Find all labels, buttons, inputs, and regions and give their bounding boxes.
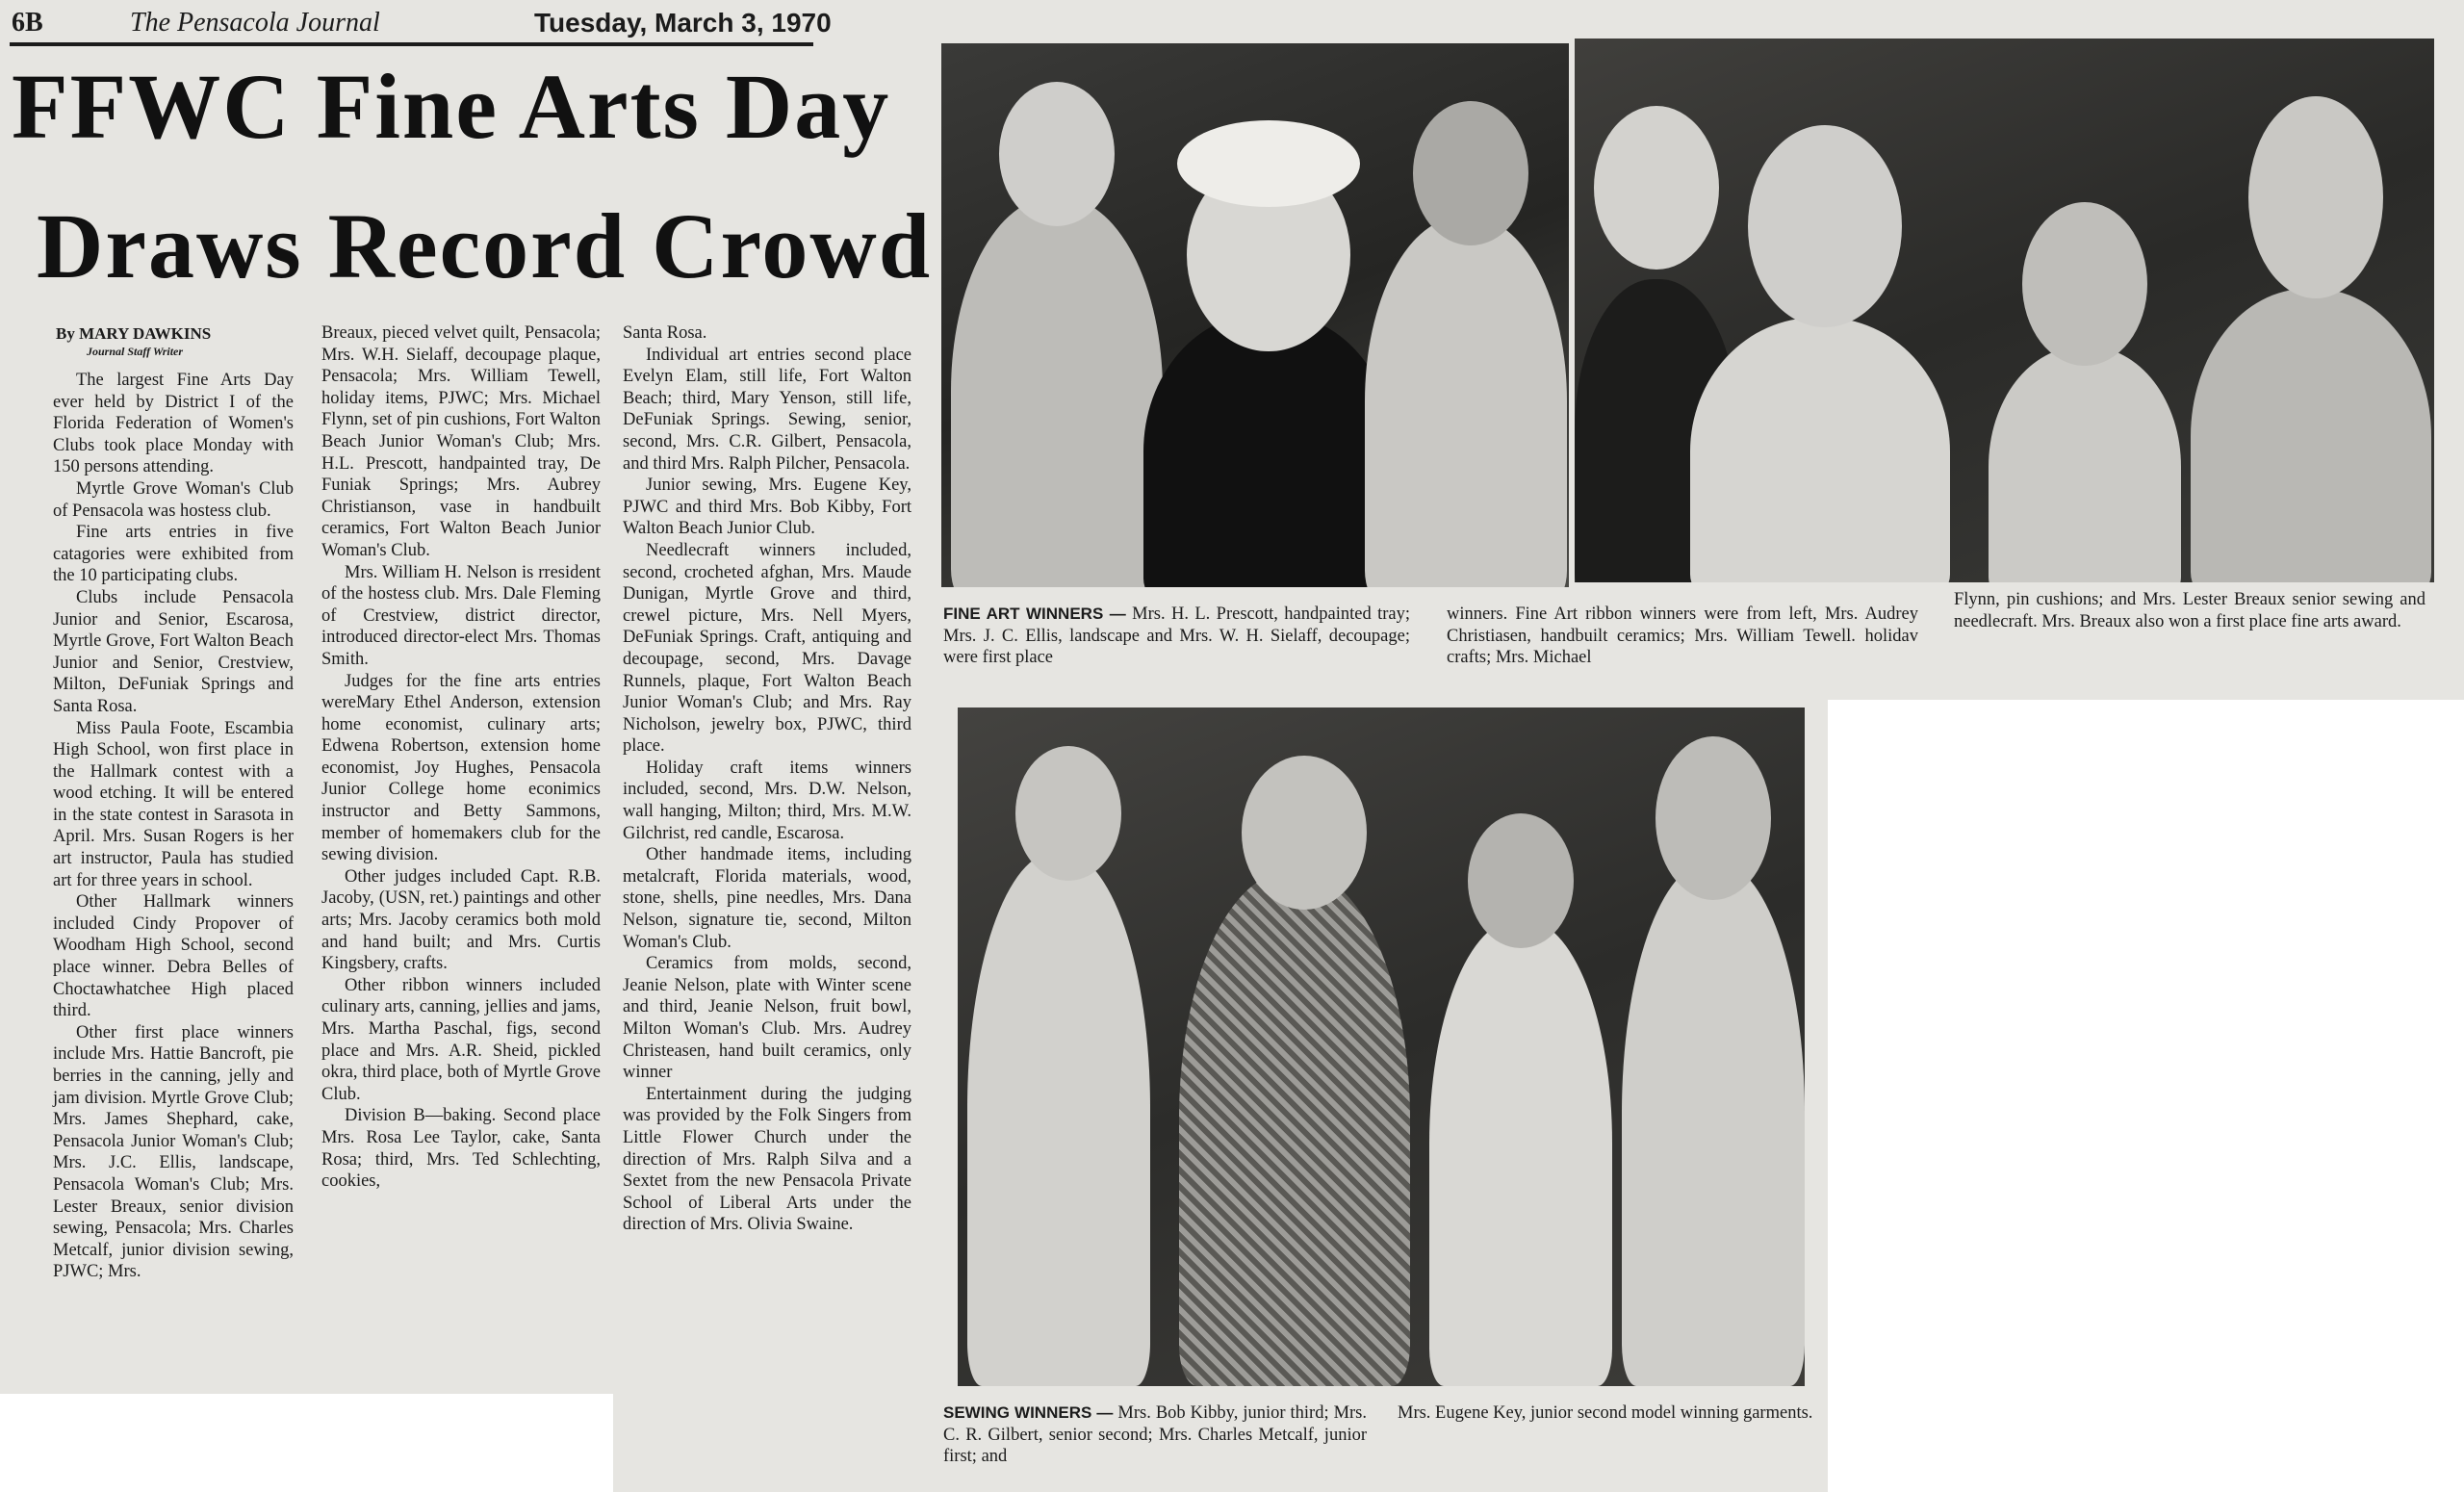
photo-fine-art-ribbon-winners [1575, 39, 2434, 582]
byline-role: Journal Staff Writer [87, 345, 184, 358]
caption-text: Mrs. H. L. Prescott, handpainted tray; Mrs. J. C. Ellis, landscape and Mrs. W. H. Sielaff, decoupage; were first place [943, 605, 1411, 668]
headline-line-1: FFWC Fine Arts Day [12, 55, 891, 158]
paragraph: Other ribbon winners included culinary arts, canning, jellies and jams, Mrs. Martha Paschal, figs, second place and Mrs. A.R. Sheid, pickled okra, third place, both of Myrtle Grove Club. [321, 975, 601, 1104]
article-column-1 [53, 370, 294, 1283]
caption-text: Mrs. Bob Kibby, junior third; Mrs. C. R. Gilbert, senior second; Mrs. Charles Metcalf, junior first; and [943, 1403, 1368, 1467]
headline-line-2: Draws Record Crowd [37, 194, 933, 297]
page-number: 6B [12, 8, 43, 38]
paragraph: Ceramics from molds, second, Jeanie Nelson, plate with Winter scene and third, Jeanie Nelson, fruit bowl, Milton Woman's Club. Mrs. Audrey Christeasen, hand built ceramics, only winner [623, 954, 911, 1083]
paragraph: Needlecraft winners included, second, crocheted afghan, Mrs. Maude Dunigan, Myrtle Grove and third, crewel picture, Mrs. Nell Myers, DeFuniak Springs. Craft, antiquing and decoupage, second, Mrs. Davage Runnels, plaque, Fort Walton Beach Junior Woman's Club; and Mrs. Ray Nicholson, jewelry box, PJWC, third place. [623, 540, 911, 757]
paragraph: Other handmade items, including metalcraft, Florida materials, wood, stone, shells, pine needles, Mrs. Dana Nelson, signature tie, second, Milton Woman's Club. [623, 845, 911, 952]
byline: By MARY DAWKINS [56, 324, 212, 343]
paragraph: Santa Rosa. [623, 323, 707, 343]
paragraph: Other Hallmark winners included Cindy Propover of Woodham High School, second place winner. Debra Belles of Choctawhatchee High placed third. [53, 892, 294, 1021]
article-column-2 [321, 322, 601, 1193]
paragraph: Individual art entries second place Evelyn Elam, still life, Fort Walton Beach; third, Mary Yenson, still life, DeFuniak Springs. Sewing, senior, second, Mrs. C.R. Gilbert, Pensacola, and third Mrs. Ralph Pilcher, Pensacola. [623, 345, 911, 474]
header-rule [10, 42, 813, 46]
caption-label: FINE ART WINNERS — [943, 605, 1126, 623]
caption-label: SEWING WINNERS — [943, 1403, 1114, 1422]
page-date: Tuesday, March 3, 1970 [534, 8, 832, 38]
paragraph: The largest Fine Arts Day ever held by District I of the Florida Federation of Women's Clubs took place Monday with 150 persons attending. [53, 371, 294, 477]
paragraph: Myrtle Grove Woman's Club of Pensacola was hostess club. [53, 478, 294, 521]
caption-fine-art-part-2: winners. Fine Art ribbon winners were from left, Mrs. Audrey Christiasen, handbuilt ceramics; Mrs. William Tewell. holidav crafts; Mrs. Michael [1447, 605, 1918, 668]
caption-fine-art-part-1 [943, 604, 1410, 669]
paragraph: Division B—baking. Second place Mrs. Rosa Lee Taylor, cake, Santa Rosa; third, Mrs. Ted Schlechting, cookies, [321, 1106, 601, 1192]
article-column-3 [623, 322, 911, 1236]
paragraph: Fine arts entries in five catagories were exhibited from the 10 participating clubs. [53, 523, 294, 586]
caption-sewing-part-2: Mrs. Eugene Key, junior second model winning garments. [1398, 1403, 1813, 1423]
paragraph: Mrs. William H. Nelson is rresident of the hostess club. Mrs. Dale Fleming of Crestview, district director, introduced director-elect Mrs. Thomas Smith. [321, 562, 601, 669]
paragraph: Judges for the fine arts entries wereMary Ethel Anderson, extension home economist, culinary arts; Edwena Robertson, extension home economist, Joy Hughes, Pensacola Junior College home econimics instructor and Betty Sammons, member of homemakers club for the sewing division. [321, 671, 601, 865]
masthead: The Pensacola Journal [130, 8, 380, 38]
caption-sewing-part-1 [943, 1402, 1367, 1468]
paragraph: Entertainment during the judging was provided by the Folk Singers from Little Flower Church under the direction of Mrs. Ralph Silva and a Sextet from the new Pensacola Private School of Liberal Arts under the direction of Mrs. Olivia Swaine. [623, 1084, 911, 1235]
paragraph: Holiday craft items winners included, second, Mrs. D.W. Nelson, wall hanging, Milton; third, Mrs. M.W. Gilchrist, red candle, Escarosa. [623, 758, 911, 843]
paragraph: Other judges included Capt. R.B. Jacoby, (USN, ret.) paintings and other arts; Mrs. Jacoby ceramics both mold and hand built; and Mrs. Curtis Kingsbery, crafts. [321, 866, 601, 974]
paragraph: Miss Paula Foote, Escambia High School, won first place in the Hallmark contest with a wood etching. It will be entered in the state contest in Sarasota in April. Mrs. Susan Rogers is her art instructor, Paula has studied art for three years in school. [53, 718, 294, 890]
paragraph: Clubs include Pensacola Junior and Senior, Escarosa, Myrtle Grove, Fort Walton Beach Junior and Senior, Crestview, Milton, DeFuniak Springs and Santa Rosa. [53, 587, 294, 716]
paragraph: Junior sewing, Mrs. Eugene Key, PJWC and third Mrs. Bob Kibby, Fort Walton Beach Junior Club. [623, 476, 911, 539]
photo-sewing-winners [958, 707, 1805, 1386]
photo-fine-art-first-place [941, 43, 1569, 587]
caption-fine-art-part-3: Flynn, pin cushions; and Mrs. Lester Breaux senior sewing and needlecraft. Mrs. Breaux also won a first place fine arts award. [1954, 590, 2426, 631]
paragraph: Other first place winners include Mrs. Hattie Bancroft, pie berries in the canning, jelly and jam division. Myrtle Grove Club; Mrs. James Shephard, cake, Pensacola Junior Woman's Club; Mrs. J.C. Ellis, landscape, Pensacola Woman's Club; Mrs. Lester Breaux, senior division sewing, Pensacola; Mrs. Charles Metcalf, junior division sewing, PJWC; Mrs. [53, 1022, 294, 1282]
paragraph: Breaux, pieced velvet quilt, Pensacola; Mrs. W.H. Sielaff, decoupage plaque, Pensacola; Mrs. William Tewell, holiday items, PJWC; Mrs. Michael Flynn, set of pin cushions, Fort Walton Beach Junior Woman's Club; Mrs. H.L. Prescott, handpainted tray, De Funiak Springs; Mrs. Aubrey Christianson, vase in handbuilt ceramics, Fort Walton Beach Junior Woman's Club. [321, 323, 601, 560]
